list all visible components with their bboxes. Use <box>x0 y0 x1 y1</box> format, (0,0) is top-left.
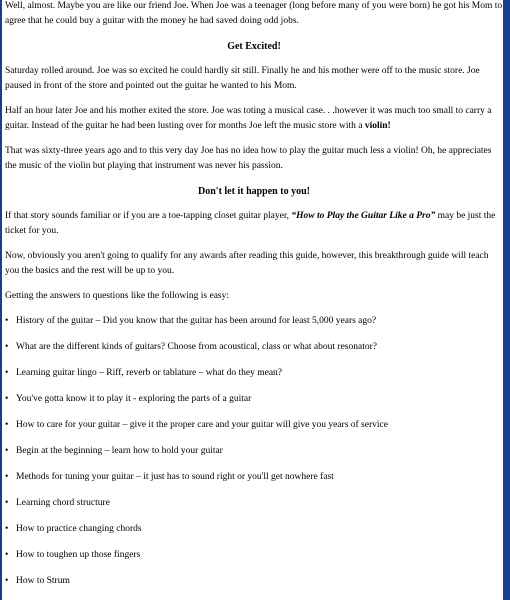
list-item-text: You've gotta know it to play it - exploring the parts of a guitar <box>16 394 252 404</box>
list-item <box>5 392 503 407</box>
list-item <box>5 366 503 381</box>
list-item-text: Learning guitar lingo – Riff, reverb or tablature – what do they mean? <box>16 368 282 378</box>
heading-dont-let-it-happen: Don't let it happen to you! <box>198 186 310 197</box>
paragraph-story-familiar <box>5 209 503 239</box>
bullet-icon: • <box>5 342 9 352</box>
story-text-after: may be just the ticket for you. <box>5 211 496 236</box>
list-item-text: How to care for your guitar – give it the proper care and your guitar will give you years of service <box>16 420 388 430</box>
bullet-icon: • <box>5 368 9 378</box>
bullet-icon: • <box>5 446 9 456</box>
guide-title: “How to Play the Guitar Like a Pro” <box>291 211 436 221</box>
bullet-icon: • <box>5 316 9 326</box>
list-item-text: History of the guitar – Did you know that the guitar has been around for least 5,000 years ago? <box>16 316 377 326</box>
article-body <box>2 0 503 589</box>
bullet-icon: • <box>5 498 9 508</box>
violin-bold: violin! <box>364 121 391 131</box>
list-item-text: What are the different kinds of guitars? Choose from acoustical, class or what about resonator? <box>16 342 377 352</box>
bullet-icon: • <box>5 394 9 404</box>
story-text-before: If that story sounds familiar or if you are a toe-tapping closet guitar player, <box>5 211 292 221</box>
list-item-text: How to practice changing chords <box>16 524 142 534</box>
paragraph-sixty-three-years: That was sixty-three years ago and to this very day Joe has no idea how to play the guitar much less a violin! Oh, he appreciates the music of the violin but playing that instrument was never his passion. <box>5 146 492 171</box>
list-item <box>5 444 503 459</box>
list-item <box>5 548 503 563</box>
list-item-text: How to Strum <box>16 576 70 586</box>
list-item-text: How to toughen up those fingers <box>16 550 141 560</box>
list-item <box>5 314 503 329</box>
bullet-icon: • <box>5 420 9 430</box>
article-panel <box>2 0 503 600</box>
list-item <box>5 574 503 589</box>
right-border <box>503 0 510 600</box>
list-item <box>5 470 503 485</box>
list-item <box>5 418 503 433</box>
list-item <box>5 340 503 355</box>
list-item-text: Begin at the beginning – learn how to hold your guitar <box>16 446 223 456</box>
paragraph-questions-intro: Getting the answers to questions like the following is easy: <box>5 291 230 301</box>
list-item <box>5 496 503 511</box>
heading-get-excited: Get Excited! <box>227 41 281 52</box>
list-item <box>5 522 503 537</box>
paragraph-intro: Well, almost. Maybe you are like our friend Joe. When Joe was a teenager (long before many of you were born) he got his Mom to agree that he could buy a guitar with the money he had saved doing odd jobs. <box>5 1 503 26</box>
paragraph-saturday: Saturday rolled around. Joe was so excited he could hardly sit still. Finally he and his mother were off to the music store. Joe paused in front of the store and pointed out the guitar he wanted to his Mom. <box>5 66 480 91</box>
bullet-icon: • <box>5 472 9 482</box>
paragraph-guide-basics: Now, obviously you aren't going to qualify for any awards after reading this guide, however, this breakthrough guide will teach you the basics and the rest will be up to you. <box>5 251 489 276</box>
list-item-text: Methods for tuning your guitar – it just has to sound right or you'll get nowhere fast <box>16 472 334 482</box>
bullet-icon: • <box>5 576 9 586</box>
bullet-icon: • <box>5 524 9 534</box>
bullet-icon: • <box>5 550 9 560</box>
list-item-text: Learning chord structure <box>16 498 110 508</box>
paragraph-violin-text: Half an hour later Joe and his mother exited the store. Joe was toting a musical case. . .however it was much too small to carry a guitar. Instead of the guitar he had been lusting over for months Joe left the music store with a <box>5 106 492 131</box>
paragraph-violin <box>5 104 503 134</box>
